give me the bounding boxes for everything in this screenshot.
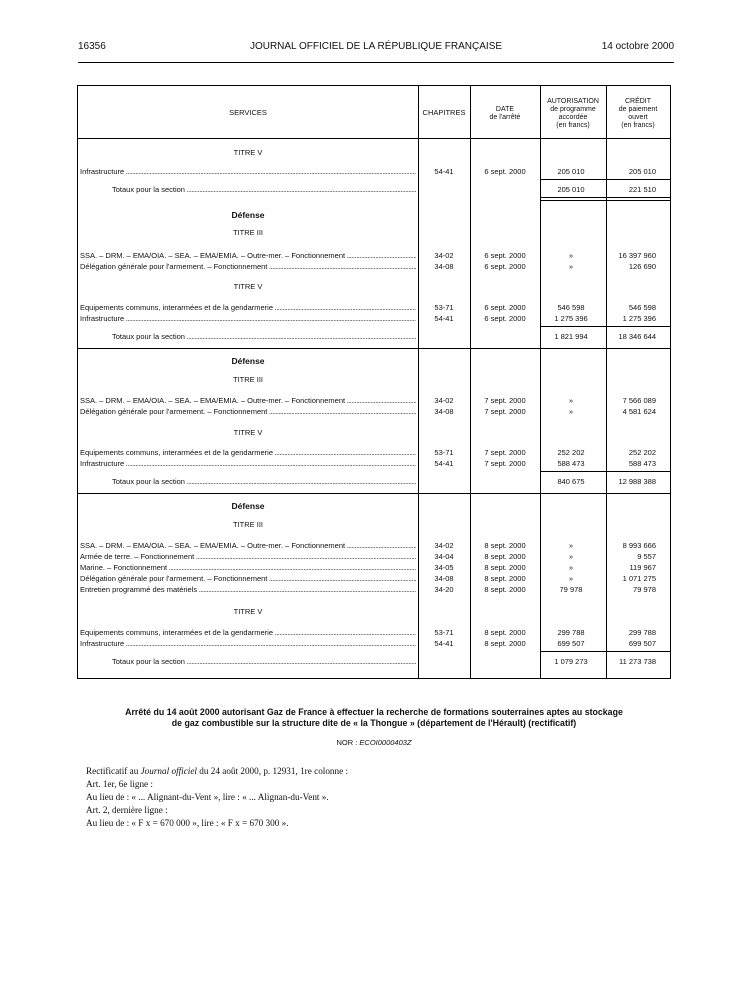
- row-autorisation: 1 275 396: [554, 314, 588, 323]
- journal-title: JOURNAL OFFICIEL DE LA RÉPUBLIQUE FRANÇAISE: [249, 41, 503, 52]
- section-heading: Défense: [231, 501, 265, 511]
- journal-ref: Journal officiel: [140, 766, 197, 776]
- row-credit: 205 010: [628, 167, 656, 176]
- titre-heading: TITRE III: [233, 228, 263, 237]
- row-label: Infrastructure .....: [80, 638, 416, 649]
- row-date: 6 sept. 2000: [484, 251, 526, 260]
- total-autorisation: 840 675: [557, 477, 585, 486]
- header-date-line1: DATE: [495, 106, 515, 113]
- total-autorisation: 1 079 273: [554, 657, 588, 666]
- arrete-title-line2: de gaz combustible sur la structure dite de « la Thongue » (département de l'Hérault) (rectificatif): [171, 717, 577, 728]
- row-date: 8 sept. 2000: [484, 585, 526, 594]
- row-date: 6 sept. 2000: [484, 167, 526, 176]
- row-credit: 1 275 396: [622, 314, 656, 323]
- total-row: [78, 476, 670, 487]
- header-chapitres: CHAPITRES: [422, 108, 466, 117]
- row-credit: 4 581 624: [622, 407, 656, 416]
- row-date: 8 sept. 2000: [484, 552, 526, 561]
- row-chapitre: 54-41: [434, 459, 454, 468]
- table-row: [78, 406, 670, 417]
- header-ap-line3: accordée: [558, 114, 588, 121]
- table-row: [78, 302, 670, 313]
- row-chapitre: 34-02: [434, 251, 454, 260]
- row-chapitre: 34-04: [434, 552, 454, 561]
- table-row: [78, 458, 670, 469]
- row-autorisation: »: [568, 262, 574, 271]
- table-row: [78, 573, 670, 584]
- titre-heading: TITRE V: [233, 428, 263, 437]
- table-row: [78, 638, 670, 649]
- row-label: SSA. – DRM. – EMA/OIA. – SEA. – EMA/EMIA. – Outre-mer. – Fonctionnement .....: [80, 540, 416, 551]
- section-heading: Défense: [231, 356, 265, 366]
- header-cp-line2: de paiement: [618, 106, 658, 113]
- row-autorisation: 588 473: [557, 459, 585, 468]
- rectificatif-body: [86, 765, 348, 830]
- row-date: 6 sept. 2000: [484, 314, 526, 323]
- row-date: 7 sept. 2000: [484, 459, 526, 468]
- row-label: Délégation générale pour l'armement. – Fonctionnement .....: [80, 406, 416, 417]
- header-date: [470, 106, 540, 122]
- header-ap-line1: AUTORISATION: [547, 98, 599, 105]
- row-date: 8 sept. 2000: [484, 541, 526, 550]
- row-autorisation: 546 598: [557, 303, 585, 312]
- table-row: [78, 627, 670, 638]
- subtotal-rule: [540, 471, 670, 472]
- table-row: [78, 584, 670, 595]
- header-date-line2: de l'arrêté: [489, 114, 521, 121]
- header-rule: [78, 62, 674, 63]
- titre-heading: TITRE V: [233, 148, 263, 157]
- row-credit: 79 978: [633, 585, 656, 594]
- total-row: [78, 331, 670, 342]
- row-autorisation: 205 010: [557, 167, 585, 176]
- row-label: SSA. – DRM. – EMA/OIA. – SEA. – EMA/EMIA. – Outre-mer. – Fonctionnement .....: [80, 395, 416, 406]
- row-date: 7 sept. 2000: [484, 448, 526, 457]
- row-chapitre: 53-71: [434, 448, 454, 457]
- row-chapitre: 34-02: [434, 541, 454, 550]
- row-label: Equipements communs, interarmées et de la gendarmerie .....: [80, 447, 416, 458]
- table-row: [78, 447, 670, 458]
- row-chapitre: 54-41: [434, 167, 454, 176]
- row-chapitre: 34-08: [434, 407, 454, 416]
- subtotal-rule: [606, 179, 670, 180]
- row-autorisation: »: [568, 541, 574, 550]
- row-credit: 119 967: [629, 563, 656, 572]
- row-label: Marine. – Fonctionnement .....: [80, 562, 416, 573]
- total-rule: [540, 197, 670, 198]
- row-autorisation: 79 978: [559, 585, 583, 594]
- total-autorisation: 1 821 994: [554, 332, 588, 341]
- row-label: Infrastructure .....: [80, 166, 416, 177]
- header-cp-line3: ouvert: [628, 114, 648, 121]
- total-credit: 221 510: [628, 185, 656, 194]
- titre-heading: TITRE V: [233, 282, 263, 291]
- header-cp-line4: (en francs): [621, 122, 655, 129]
- row-credit: 16 397 960: [618, 251, 656, 260]
- total-row: [78, 656, 670, 667]
- titre-heading: TITRE V: [233, 607, 263, 616]
- total-autorisation: 205 010: [557, 185, 585, 194]
- row-chapitre: 34-08: [434, 574, 454, 583]
- row-chapitre: 54-41: [434, 639, 454, 648]
- nor-code: ECOI0000403Z: [359, 738, 412, 747]
- row-date: 7 sept. 2000: [484, 407, 526, 416]
- row-credit: 588 473: [628, 459, 656, 468]
- row-date: 8 sept. 2000: [484, 639, 526, 648]
- header-ap-line4: (en francs): [556, 122, 590, 129]
- table-row: [78, 261, 670, 272]
- table-row: [78, 166, 670, 177]
- total-label: Totaux pour la section .....: [112, 184, 416, 195]
- page-number: 16356: [78, 41, 106, 52]
- body-line: [86, 765, 348, 778]
- nor-reference: [0, 738, 748, 747]
- row-autorisation: 699 507: [557, 639, 585, 648]
- row-autorisation: 252 202: [557, 448, 585, 457]
- header-credit: [606, 98, 670, 130]
- row-chapitre: 34-20: [434, 585, 454, 594]
- total-row: [78, 184, 670, 195]
- body-line: Au lieu de : « F x = 670 000 », lire : « F x = 670 300 ».: [86, 818, 289, 828]
- row-autorisation: »: [568, 574, 574, 583]
- row-autorisation: »: [568, 396, 574, 405]
- header-autorisation: [540, 98, 606, 130]
- row-label: Infrastructure .....: [80, 458, 416, 469]
- row-label: Entretien programmé des matériels .....: [80, 584, 416, 595]
- body-text: du 24 août 2000, p. 12931, 1re colonne :: [199, 766, 349, 776]
- row-chapitre: 53-71: [434, 303, 454, 312]
- body-line: Art. 2, dernière ligne :: [86, 805, 168, 815]
- total-credit: 12 988 388: [618, 477, 656, 486]
- issue-date: 14 octobre 2000: [601, 41, 674, 52]
- titre-heading: TITRE III: [233, 520, 263, 529]
- row-credit: 126 690: [628, 262, 656, 271]
- row-credit: 699 507: [628, 639, 656, 648]
- page-header: [78, 41, 674, 57]
- row-date: 8 sept. 2000: [484, 563, 526, 572]
- titre-heading: TITRE III: [233, 375, 263, 384]
- row-autorisation: »: [568, 563, 574, 572]
- row-chapitre: 34-08: [434, 262, 454, 271]
- row-label: Armée de terre. – Fonctionnement .....: [80, 551, 416, 562]
- row-label: Délégation générale pour l'armement. – Fonctionnement .....: [80, 573, 416, 584]
- row-credit: 7 566 089: [622, 396, 656, 405]
- table-row: [78, 395, 670, 406]
- total-label: Totaux pour la section .....: [112, 476, 416, 487]
- row-credit: 546 598: [628, 303, 656, 312]
- table-row: [78, 250, 670, 261]
- section-heading: Défense: [231, 210, 265, 220]
- total-label: Totaux pour la section .....: [112, 331, 416, 342]
- row-autorisation: »: [568, 407, 574, 416]
- header-cp-line1: CRÉDIT: [624, 98, 652, 105]
- row-credit: 8 993 666: [622, 541, 656, 550]
- total-rule: [540, 200, 670, 201]
- row-chapitre: 53-71: [434, 628, 454, 637]
- row-label: Infrastructure .....: [80, 313, 416, 324]
- body-line: Art. 1er, 6e ligne :: [86, 779, 153, 789]
- body-line: Au lieu de : « ... Alignant-du-Vent », lire : « ... Alignan-du-Vent ».: [86, 792, 329, 802]
- body-text: Rectificatif au: [86, 766, 139, 776]
- row-chapitre: 54-41: [434, 314, 454, 323]
- row-chapitre: 34-05: [434, 563, 454, 572]
- header-separator: [78, 138, 670, 139]
- row-date: 8 sept. 2000: [484, 628, 526, 637]
- credits-table: [77, 85, 671, 679]
- row-date: 7 sept. 2000: [484, 396, 526, 405]
- row-credit: 1 071 275: [622, 574, 656, 583]
- row-autorisation: »: [568, 552, 574, 561]
- row-credit: 299 788: [628, 628, 656, 637]
- arrete-title: [64, 707, 684, 728]
- header-ap-line2: de programme: [550, 106, 596, 113]
- row-credit: 252 202: [628, 448, 656, 457]
- row-date: 8 sept. 2000: [484, 574, 526, 583]
- subtotal-rule: [540, 651, 670, 652]
- row-autorisation: »: [568, 251, 574, 260]
- table-row: [78, 540, 670, 551]
- subtotal-rule: [540, 179, 606, 180]
- row-label: SSA. – DRM. – EMA/OIA. – SEA. – EMA/EMIA. – Outre-mer. – Fonctionnement .....: [80, 250, 416, 261]
- arrete-title-line1: Arrêté du 14 août 2000 autorisant Gaz de France à effectuer la recherche de formations souterraines aptes au stockage: [125, 707, 623, 717]
- row-label: Equipements communs, interarmées et de la gendarmerie .....: [80, 302, 416, 313]
- subtotal-rule: [540, 326, 670, 327]
- header-services: SERVICES: [229, 108, 267, 117]
- table-row: [78, 562, 670, 573]
- row-date: 6 sept. 2000: [484, 262, 526, 271]
- nor-label: NOR :: [336, 738, 358, 747]
- row-credit: 9 557: [637, 552, 656, 561]
- table-row: [78, 551, 670, 562]
- row-autorisation: 299 788: [557, 628, 585, 637]
- row-label: Equipements communs, interarmées et de la gendarmerie .....: [80, 627, 416, 638]
- section-separator: [78, 348, 670, 349]
- table-row: [78, 313, 670, 324]
- total-label: Totaux pour la section .....: [112, 656, 416, 667]
- total-credit: 18 346 644: [618, 332, 656, 341]
- section-separator: [78, 493, 670, 494]
- row-label: Délégation générale pour l'armement. – Fonctionnement .....: [80, 261, 416, 272]
- total-credit: 11 273 738: [619, 657, 656, 666]
- row-chapitre: 34-02: [434, 396, 454, 405]
- row-date: 6 sept. 2000: [484, 303, 526, 312]
